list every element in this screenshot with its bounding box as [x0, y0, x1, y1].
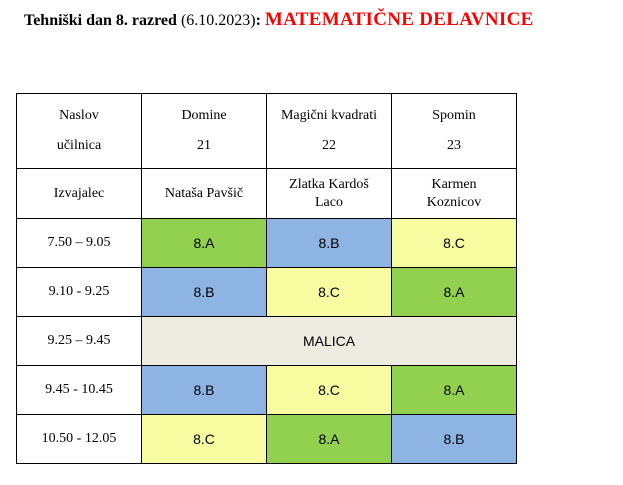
presenter-name-line2: Laco	[315, 194, 343, 210]
title-highlight: MATEMATIČNE DELAVNICE	[264, 9, 534, 30]
header-row	[17, 94, 517, 169]
class-cell: 8.B	[267, 219, 392, 268]
workshop-room: 21	[197, 138, 211, 153]
presenter-name-line1: Karmen	[431, 176, 477, 192]
presenter-label-text: Izvajalec	[53, 185, 105, 201]
presenter-cell	[267, 169, 392, 219]
time-cell: 9.25 – 9.45	[17, 317, 142, 366]
workshop-room: 23	[447, 138, 461, 153]
title-colon: :	[255, 12, 265, 29]
presenter-name-line1: Nataša Pavšič	[164, 185, 244, 201]
schedule-row	[17, 268, 517, 317]
header-cell-magicni-kvadrati	[267, 94, 392, 169]
presenter-cell	[392, 169, 517, 219]
time-cell: 9.10 - 9.25	[17, 268, 142, 317]
header-cell-domine	[142, 94, 267, 169]
class-cell: 8.C	[392, 219, 517, 268]
header-label-room: učilnica	[56, 138, 102, 153]
title-date: (6.10.2023)	[176, 12, 256, 29]
workshop-title: Domine	[181, 108, 227, 123]
break-row	[17, 317, 517, 366]
presenter-name-line1: Zlatka Kardoš	[289, 176, 369, 192]
time-cell: 9.45 - 10.45	[17, 366, 142, 415]
presenter-name-line2: Koznicov	[426, 194, 482, 210]
workshop-room: 22	[322, 138, 336, 153]
presenter-cell	[142, 169, 267, 219]
presenter-label	[17, 169, 142, 219]
title-main: Tehniški dan 8. razred	[24, 12, 177, 29]
schedule-row	[17, 415, 517, 464]
presenter-row	[17, 169, 517, 219]
class-cell: 8.A	[392, 268, 517, 317]
header-cell-spomin	[392, 94, 517, 169]
break-cell: MALICA	[142, 317, 517, 366]
time-cell: 7.50 – 9.05	[17, 219, 142, 268]
header-label-cell	[17, 94, 142, 169]
header-label-title: Naslov	[59, 108, 99, 123]
class-cell: 8.A	[267, 415, 392, 464]
workshop-title: Spomin	[432, 108, 476, 123]
schedule-row	[17, 219, 517, 268]
workshop-title: Magični kvadrati	[280, 108, 378, 123]
class-cell: 8.A	[392, 366, 517, 415]
page-title	[24, 8, 534, 33]
class-cell: 8.C	[267, 268, 392, 317]
class-cell: 8.C	[142, 415, 267, 464]
class-cell: 8.C	[267, 366, 392, 415]
class-cell: 8.A	[142, 219, 267, 268]
class-cell: 8.B	[142, 268, 267, 317]
schedule-table	[16, 93, 517, 464]
class-cell: 8.B	[392, 415, 517, 464]
time-cell: 10.50 - 12.05	[17, 415, 142, 464]
schedule-row	[17, 366, 517, 415]
class-cell: 8.B	[142, 366, 267, 415]
